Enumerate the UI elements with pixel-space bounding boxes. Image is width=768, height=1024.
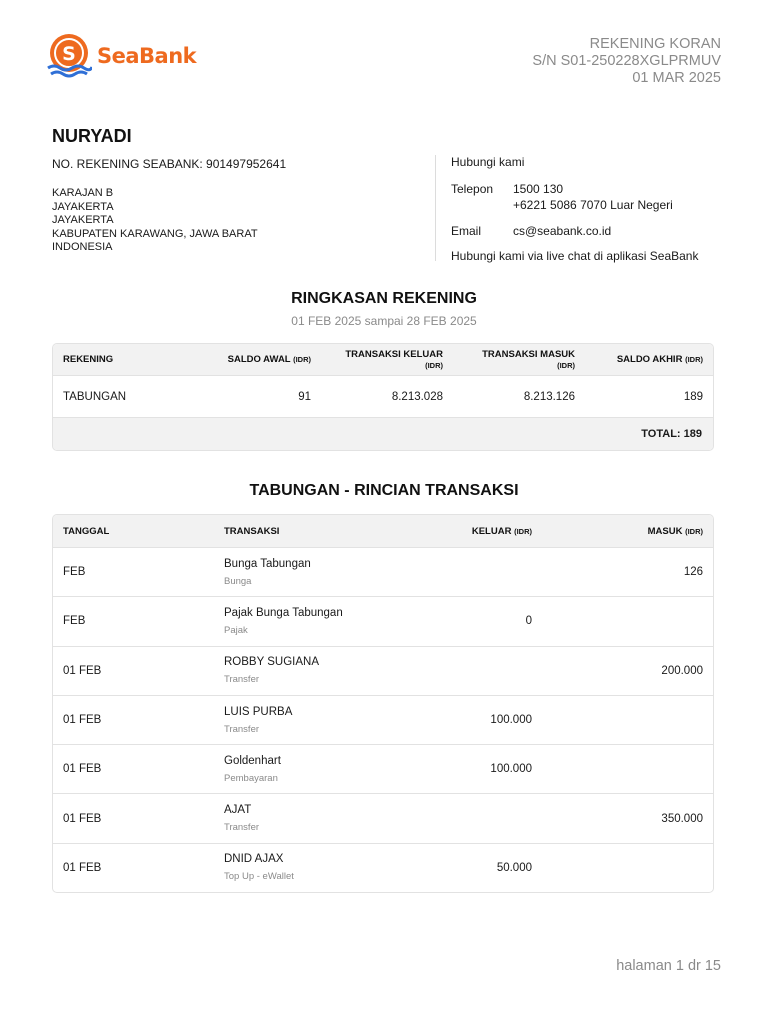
- account-holder: [52, 126, 432, 255]
- transaction-category: Pajak: [224, 624, 248, 636]
- transaction-date: FEB: [63, 566, 86, 579]
- header-closing: [585, 354, 713, 365]
- serial-number: S/N S01-250228XGLPRMUV: [532, 53, 721, 69]
- transaction-description: [214, 853, 414, 882]
- address-line: JAYAKERTA: [52, 214, 114, 226]
- header-unit: (IDR): [293, 355, 311, 364]
- header-unit: (IDR): [685, 355, 703, 364]
- header-date: TANGGAL: [63, 525, 110, 537]
- address-line: INDONESIA: [52, 241, 113, 253]
- header-account: REKENING: [63, 354, 114, 365]
- transaction-category: Pembayaran: [224, 772, 278, 784]
- vertical-divider: [435, 155, 436, 261]
- transaction-name: Bunga Tabungan: [224, 557, 311, 570]
- statement-date: 01 MAR 2025: [632, 70, 721, 86]
- header-unit: (IDR): [685, 526, 703, 536]
- header-opening-label: SALDO AWAL: [227, 354, 291, 365]
- contact-note: Hubungi kami via live chat di aplikasi SeaBank: [451, 249, 699, 263]
- summary-opening: 91: [298, 390, 311, 403]
- transaction-name: AJAT: [224, 804, 252, 817]
- summary-header: [53, 344, 713, 375]
- header-closing-label: SALDO AKHIR: [616, 354, 683, 365]
- summary-closing: 189: [683, 390, 703, 403]
- header-debit-label: TRANSAKSI KELUAR: [345, 348, 443, 360]
- address-line: KABUPATEN KARAWANG, JAWA BARAT: [52, 227, 258, 240]
- transaction-name: Goldenhart: [224, 754, 281, 767]
- header-unit: (IDR): [557, 360, 575, 370]
- transaction-out: 100.000: [490, 763, 532, 776]
- transaction-date: 01 FEB: [63, 812, 102, 825]
- transactions-table: [52, 514, 714, 893]
- header-debit: [321, 349, 453, 371]
- transaction-in: 350.000: [661, 812, 703, 825]
- seabank-logo: [46, 33, 196, 79]
- header-in-label: MASUK: [647, 525, 683, 537]
- address-line: KARAJAN B: [52, 187, 114, 199]
- transaction-description: [214, 755, 414, 784]
- header-out: [414, 526, 542, 537]
- transaction-row: [53, 596, 713, 645]
- contact-email-row: [451, 223, 731, 239]
- transaction-category: Bunga: [224, 575, 252, 587]
- svg-text:S: S: [62, 43, 76, 65]
- header-credit: [453, 349, 585, 371]
- page-indicator: halaman 1 dr 15: [616, 958, 721, 974]
- summary-total: TOTAL: 189: [53, 417, 713, 450]
- phone-international: +6221 5086 7070 Luar Negeri: [513, 198, 673, 212]
- transactions-body: [53, 547, 713, 892]
- transaction-row: [53, 695, 713, 744]
- transaction-date: FEB: [63, 615, 86, 628]
- summary-table: [52, 343, 714, 451]
- header-out-label: KELUAR: [471, 525, 512, 537]
- transaction-name: LUIS PURBA: [224, 705, 293, 718]
- transaction-date: 01 FEB: [63, 763, 102, 776]
- transaction-category: Transfer: [224, 674, 260, 686]
- transaction-name: Pajak Bunga Tabungan: [224, 606, 343, 619]
- details-title: TABUNGAN - RINCIAN TRANSAKSI: [249, 482, 519, 499]
- transaction-row: [53, 793, 713, 842]
- header-opening: [213, 354, 321, 365]
- transaction-out: 0: [525, 615, 532, 628]
- transaction-category: Transfer: [224, 822, 260, 834]
- transaction-description: [214, 656, 414, 685]
- transaction-date: 01 FEB: [63, 664, 102, 677]
- address-block: [52, 187, 432, 255]
- transaction-description: [214, 706, 414, 735]
- transactions-header: [53, 515, 713, 547]
- transaction-out: 50.000: [496, 861, 532, 874]
- transaction-category: Top Up - eWallet: [224, 871, 294, 883]
- transaction-in: 200.000: [661, 664, 703, 677]
- transaction-name: ROBBY SUGIANA: [224, 656, 320, 669]
- transaction-date: 01 FEB: [63, 714, 102, 727]
- document-title: REKENING KORAN: [589, 36, 721, 52]
- transaction-out: 100.000: [490, 714, 532, 727]
- contact-phone-row: [451, 181, 731, 213]
- header-unit: (IDR): [514, 526, 532, 536]
- transaction-description: [214, 607, 414, 636]
- transaction-row: [53, 646, 713, 695]
- transaction-name: DNID AJAX: [224, 853, 284, 866]
- email-value: cs@seabank.co.id: [513, 224, 612, 238]
- transaction-row: [53, 744, 713, 793]
- holder-name: NURYADI: [52, 126, 132, 146]
- transaction-row: [53, 547, 713, 596]
- transaction-description: [214, 804, 414, 833]
- address-line: JAYAKERTA: [52, 200, 114, 213]
- transaction-category: Transfer: [224, 723, 260, 735]
- document-meta: [532, 36, 721, 87]
- summary-debit: 8.213.028: [391, 390, 443, 403]
- contact-block: [451, 155, 731, 263]
- header-unit: (IDR): [425, 360, 443, 370]
- email-label: Email: [451, 224, 482, 238]
- brand-name: SeaBank: [97, 44, 197, 68]
- account-number: NO. REKENING SEABANK: 901497952641: [52, 157, 287, 171]
- phone-values: [513, 181, 673, 213]
- phone-primary: 1500 130: [513, 182, 564, 196]
- transaction-date: 01 FEB: [63, 861, 102, 874]
- summary-period: 01 FEB 2025 sampai 28 FEB 2025: [291, 314, 477, 328]
- transaction-in: 126: [683, 566, 703, 579]
- summary-row: [53, 375, 713, 417]
- transaction-description: [214, 558, 414, 587]
- summary-account: TABUNGAN: [63, 390, 127, 403]
- header-credit-label: TRANSAKSI MASUK: [482, 348, 575, 360]
- contact-title: Hubungi kami: [451, 155, 525, 169]
- transaction-row: [53, 843, 713, 892]
- seabank-logo-icon: [46, 33, 92, 79]
- phone-label: Telepon: [451, 182, 494, 196]
- header-transaction: TRANSAKSI: [224, 525, 280, 537]
- header-in: [542, 526, 713, 537]
- summary-credit: 8.213.126: [523, 390, 575, 403]
- summary-title: RINGKASAN REKENING: [291, 290, 477, 307]
